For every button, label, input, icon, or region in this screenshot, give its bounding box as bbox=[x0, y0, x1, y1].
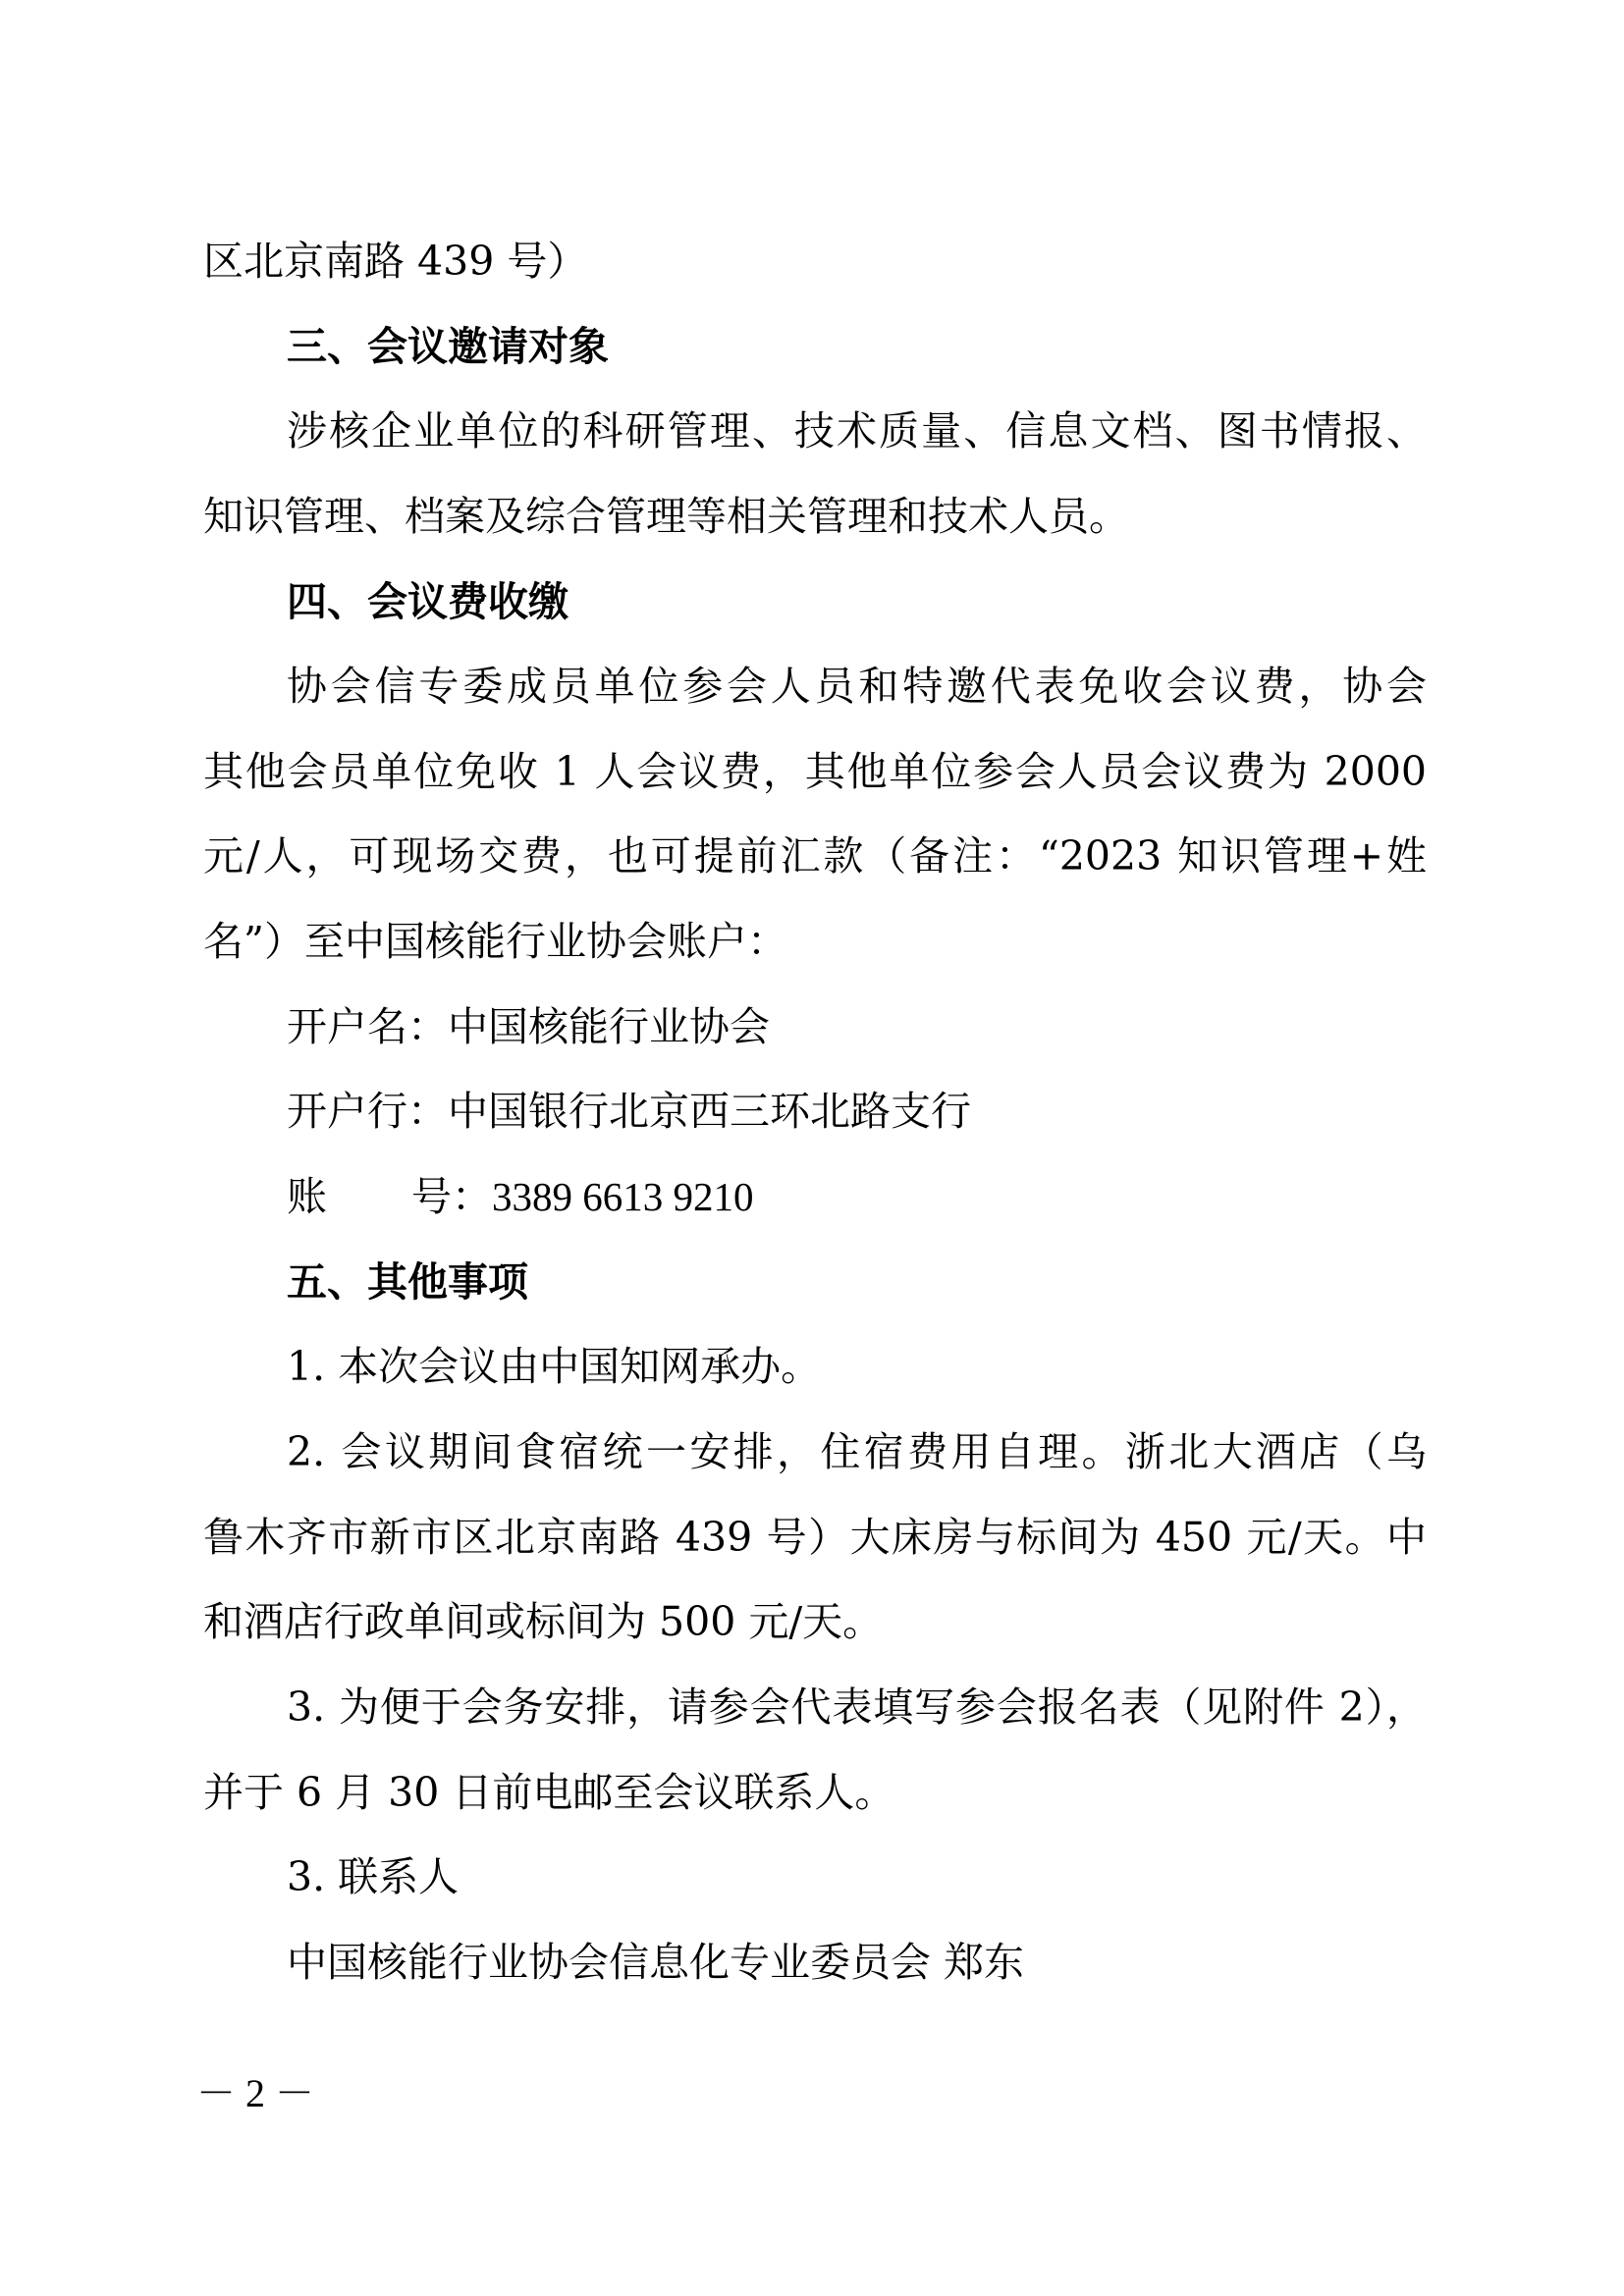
account-number-label-second: 号： bbox=[411, 1173, 492, 1221]
account-number-value: 3389 6613 9210 bbox=[492, 1174, 754, 1220]
page-number: － 2 － bbox=[196, 2071, 314, 2115]
account-name-line: 开户名：中国核能行业协会 bbox=[287, 1002, 770, 1050]
section-heading-fees: 四、会议费收缴 bbox=[287, 577, 568, 625]
contact-heading-line: 3. 联系人 bbox=[287, 1853, 460, 1901]
section-heading-invitees: 三、会议邀请对象 bbox=[287, 322, 609, 370]
other-item-2-line-2: 鲁木齐市新市区北京南路 439 号）大床房与标间为 450 元/天。中 bbox=[203, 1513, 1427, 1561]
invitees-paragraph-line-2: 知识管理、档案及综合管理等相关管理和技术人员。 bbox=[203, 492, 1129, 540]
fees-paragraph-line-2: 其他会员单位免收 1 人会议费，其他单位参会人员会议费为 2000 bbox=[203, 747, 1427, 795]
fees-paragraph-line-1: 协会信专委成员单位参会人员和特邀代表免收会议费，协会 bbox=[287, 663, 1427, 711]
document-body bbox=[203, 219, 1427, 2004]
other-item-3-line-2: 并于 6 月 30 日前电邮至会议联系人。 bbox=[203, 1768, 895, 1816]
account-number-label-first: 账 bbox=[287, 1173, 327, 1221]
other-item-2-line-3: 和酒店行政单间或标间为 500 元/天。 bbox=[203, 1598, 884, 1646]
section-heading-other-matters: 五、其他事项 bbox=[287, 1257, 528, 1306]
account-number-line bbox=[203, 1154, 1427, 1240]
contact-person-line: 中国核能行业协会信息化专业委员会 郑东 bbox=[287, 1938, 1025, 1986]
other-item-1-line: 1. 本次会议由中国知网承办。 bbox=[287, 1343, 822, 1391]
fees-paragraph-line-4: 名”）至中国核能行业协会账户： bbox=[203, 918, 787, 966]
address-continuation-line: 区北京南路 439 号） bbox=[203, 238, 588, 285]
other-item-3-line-1: 3. 为便于会务安排，请参会代表填写参会报名表（见附件 2）， bbox=[287, 1682, 1427, 1731]
invitees-paragraph-line-1: 涉核企业单位的科研管理、技术质量、信息文档、图书情报、 bbox=[287, 407, 1427, 455]
other-item-2-line-1: 2. 会议期间食宿统一安排，住宿费用自理。浙北大酒店（乌 bbox=[287, 1427, 1427, 1475]
account-bank-line: 开户行：中国银行北京西三环北路支行 bbox=[287, 1088, 971, 1136]
fees-paragraph-line-3: 元/人，可现场交费，也可提前汇款（备注：“2023 知识管理+姓 bbox=[203, 832, 1427, 881]
